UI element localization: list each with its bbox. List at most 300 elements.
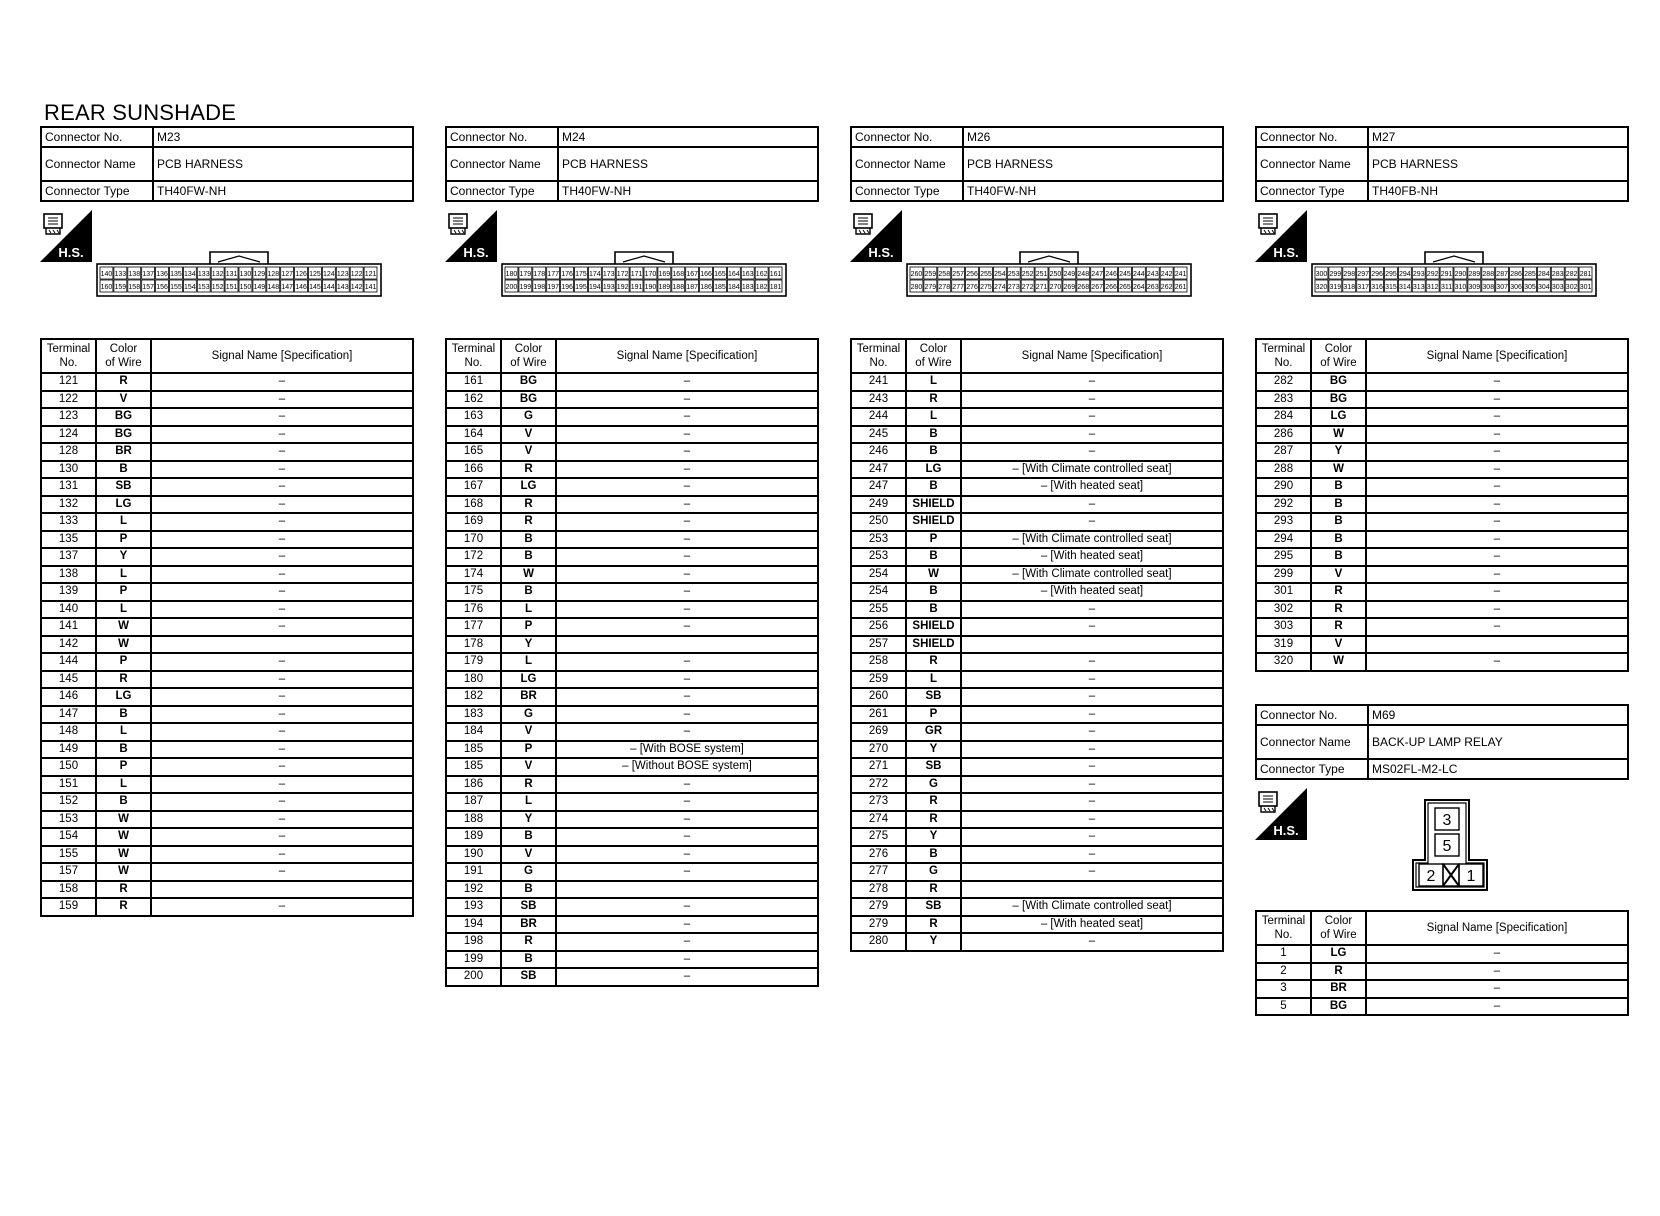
terminal-number: 247 xyxy=(851,461,906,479)
connector-pin-number: 179 xyxy=(519,271,532,278)
signal-name: – xyxy=(556,793,818,811)
connector-pin-number: 308 xyxy=(1482,284,1495,291)
terminal-number: 172 xyxy=(446,548,501,566)
connector-section-m23 xyxy=(40,126,414,917)
connector-pin-number: 172 xyxy=(616,271,629,278)
wire-color: L xyxy=(96,723,151,741)
terminal-no-header xyxy=(851,339,906,373)
signal-name: – xyxy=(556,391,818,409)
wire-color-header-line2: of Wire xyxy=(1320,929,1357,941)
connector-type-label: Connector Type xyxy=(1256,759,1368,779)
connector-pin-number: 250 xyxy=(1049,271,1062,278)
connector-pin-number: 248 xyxy=(1077,271,1090,278)
table-row xyxy=(446,951,818,969)
connector-pin-number: 293 xyxy=(1412,271,1425,278)
terminal-number: 121 xyxy=(41,373,96,391)
connector-name-label: Connector Name xyxy=(41,147,153,181)
connector-face-diagram xyxy=(1311,250,1597,303)
terminal-number: 191 xyxy=(446,863,501,881)
connector-pin-number: 121 xyxy=(364,271,377,278)
wire-color: BG xyxy=(1311,373,1366,391)
table-row xyxy=(446,548,818,566)
signal-name: – xyxy=(961,776,1223,794)
connector-name-value: BACK-UP LAMP RELAY xyxy=(1368,725,1628,759)
signal-name: – xyxy=(556,443,818,461)
connector-pin-number: 279 xyxy=(924,284,937,291)
signal-name: – xyxy=(556,776,818,794)
connector-pin-number: 291 xyxy=(1440,271,1453,278)
table-row xyxy=(446,601,818,619)
connector-pin-number: 161 xyxy=(769,271,782,278)
wire-color: V xyxy=(501,426,556,444)
harness-side-icon xyxy=(1255,788,1307,840)
connector-name-value: PCB HARNESS xyxy=(963,147,1223,181)
table-row xyxy=(41,426,413,444)
wire-color: P xyxy=(96,758,151,776)
terminal-number: 192 xyxy=(446,881,501,899)
table-row xyxy=(41,758,413,776)
terminal-number: 155 xyxy=(41,846,96,864)
connector-pin-number: 319 xyxy=(1329,284,1342,291)
connector-pin-number: 267 xyxy=(1091,284,1103,291)
signal-name xyxy=(556,881,818,899)
terminal-number: 132 xyxy=(41,496,96,514)
terminal-number: 320 xyxy=(1256,653,1311,671)
connector-pin-number: 246 xyxy=(1105,271,1117,278)
terminal-number: 256 xyxy=(851,618,906,636)
connector-pin-number: 128 xyxy=(267,271,280,278)
connector-pin-number: 309 xyxy=(1468,284,1481,291)
wire-color: P xyxy=(501,618,556,636)
table-row xyxy=(446,618,818,636)
connector-pin-number: 171 xyxy=(630,271,643,278)
connector-pin-number: 122 xyxy=(350,271,363,278)
wire-color: L xyxy=(906,373,961,391)
signal-name: – xyxy=(556,548,818,566)
connector-pin-number: 290 xyxy=(1454,271,1467,278)
connector-pin-number: 188 xyxy=(672,284,685,291)
table-row xyxy=(851,933,1223,951)
wire-color: BR xyxy=(501,688,556,706)
signal-name: – xyxy=(961,706,1223,724)
terminal-number: 130 xyxy=(41,461,96,479)
terminal-number: 167 xyxy=(446,478,501,496)
connector-pin-number: 153 xyxy=(197,284,210,291)
terminal-number: 278 xyxy=(851,881,906,899)
table-row xyxy=(446,793,818,811)
terminal-number: 258 xyxy=(851,653,906,671)
wire-color: BG xyxy=(1311,391,1366,409)
terminal-table-header xyxy=(1256,339,1628,373)
table-row xyxy=(41,793,413,811)
signal-name: – xyxy=(556,461,818,479)
signal-name: – xyxy=(1366,496,1628,514)
wire-color: R xyxy=(501,513,556,531)
table-row xyxy=(851,566,1223,584)
terminal-number: 294 xyxy=(1256,531,1311,549)
signal-name: – xyxy=(556,916,818,934)
wire-color: BR xyxy=(501,916,556,934)
terminal-number: 273 xyxy=(851,793,906,811)
table-row xyxy=(851,601,1223,619)
connector-type-value: TH40FB-NH xyxy=(1368,181,1628,201)
table-row xyxy=(851,618,1223,636)
terminal-number: 131 xyxy=(41,478,96,496)
connector-pin-number: 192 xyxy=(616,284,629,291)
table-row xyxy=(1256,443,1628,461)
signal-name: – xyxy=(961,933,1223,951)
signal-name: – xyxy=(961,811,1223,829)
connector-pin-number: 280 xyxy=(910,284,923,291)
wire-color: V xyxy=(501,443,556,461)
connector-name-label: Connector Name xyxy=(1256,147,1368,181)
wire-color: B xyxy=(501,548,556,566)
terminal-number: 176 xyxy=(446,601,501,619)
signal-name: – xyxy=(151,531,413,549)
table-row xyxy=(41,478,413,496)
wire-color: SB xyxy=(501,898,556,916)
signal-name: – xyxy=(1366,998,1628,1016)
terminal-number: 142 xyxy=(41,636,96,654)
connector-name-label: Connector Name xyxy=(851,147,963,181)
terminal-number: 275 xyxy=(851,828,906,846)
table-row xyxy=(446,758,818,776)
terminal-number: 283 xyxy=(1256,391,1311,409)
table-row xyxy=(1256,945,1628,963)
signal-name xyxy=(1366,636,1628,654)
terminal-no-header-line1: Terminal xyxy=(46,343,91,355)
connector-pin-number: 166 xyxy=(700,271,712,278)
signal-name: – xyxy=(1366,478,1628,496)
wire-color: P xyxy=(501,741,556,759)
terminal-number: 250 xyxy=(851,513,906,531)
connector-pin-number: 261 xyxy=(1174,284,1187,291)
terminal-number: 199 xyxy=(446,951,501,969)
table-row xyxy=(1256,461,1628,479)
connector-pin-number: 256 xyxy=(966,271,978,278)
table-row xyxy=(446,461,818,479)
table-row xyxy=(41,706,413,724)
terminal-no-header-line1: Terminal xyxy=(1261,343,1306,355)
connector-pin-number: 141 xyxy=(364,284,377,291)
signal-name: – xyxy=(1366,513,1628,531)
table-row xyxy=(41,863,413,881)
wire-color: G xyxy=(501,863,556,881)
terminal-number: 257 xyxy=(851,636,906,654)
connector-diagram-area xyxy=(40,202,414,304)
connector-pin-number: 124 xyxy=(323,271,335,278)
table-row xyxy=(41,898,413,916)
terminal-number: 1 xyxy=(1256,945,1311,963)
table-row xyxy=(1256,583,1628,601)
signal-name: – xyxy=(1366,408,1628,426)
terminal-no-header xyxy=(446,339,501,373)
signal-name-header: Signal Name [Specification] xyxy=(1366,339,1628,373)
terminal-number: 246 xyxy=(851,443,906,461)
table-row xyxy=(446,496,818,514)
signal-name: – xyxy=(151,443,413,461)
wire-color: L xyxy=(96,601,151,619)
connector-pin-number: 296 xyxy=(1371,271,1383,278)
wire-color: W xyxy=(96,846,151,864)
connector-pin-number: 162 xyxy=(755,271,768,278)
connector-pin-number: 163 xyxy=(741,271,754,278)
table-row xyxy=(446,863,818,881)
terminal-number: 279 xyxy=(851,916,906,934)
signal-name: – xyxy=(1366,980,1628,998)
table-row xyxy=(41,373,413,391)
terminal-number: 284 xyxy=(1256,408,1311,426)
harness-side-label: H.S. xyxy=(463,245,489,260)
terminal-number: 135 xyxy=(41,531,96,549)
connector-pin-number: 243 xyxy=(1146,271,1159,278)
table-row xyxy=(446,373,818,391)
terminal-number: 272 xyxy=(851,776,906,794)
connector-pin-number: 311 xyxy=(1440,284,1453,291)
terminal-number: 158 xyxy=(41,881,96,899)
table-row xyxy=(41,513,413,531)
signal-name: – xyxy=(1366,548,1628,566)
wire-color: Y xyxy=(906,741,961,759)
connector-pin-number: 285 xyxy=(1524,271,1536,278)
connector-pin-number: 303 xyxy=(1551,284,1564,291)
harness-side-label: H.S. xyxy=(1273,245,1299,260)
terminal-number: 182 xyxy=(446,688,501,706)
terminal-number: 165 xyxy=(446,443,501,461)
wire-color: B xyxy=(906,443,961,461)
signal-name: – xyxy=(556,426,818,444)
connector-pin-number: 300 xyxy=(1315,271,1328,278)
wire-color: SHIELD xyxy=(906,496,961,514)
terminal-number: 166 xyxy=(446,461,501,479)
wire-color: SHIELD xyxy=(906,618,961,636)
connector-pin-number: 185 xyxy=(714,284,726,291)
harness-side-icon xyxy=(850,210,902,262)
wire-color: L xyxy=(96,566,151,584)
wire-color: B xyxy=(1311,478,1366,496)
signal-name: – xyxy=(151,776,413,794)
wire-color: Y xyxy=(906,933,961,951)
connector-pin-number: 197 xyxy=(547,284,559,291)
connector-pin-number: 288 xyxy=(1482,271,1495,278)
connector-section-m69 xyxy=(1255,704,1629,1016)
connector-diagram-area xyxy=(445,202,819,304)
wire-color: SB xyxy=(906,898,961,916)
connector-pin-number: 312 xyxy=(1426,284,1439,291)
table-row xyxy=(1256,566,1628,584)
connector-pin-number: 271 xyxy=(1035,284,1048,291)
terminal-number: 179 xyxy=(446,653,501,671)
table-row xyxy=(446,898,818,916)
wire-color: L xyxy=(501,601,556,619)
terminal-number: 128 xyxy=(41,443,96,461)
signal-name: – xyxy=(1366,618,1628,636)
signal-name: – xyxy=(556,566,818,584)
wire-color: L xyxy=(96,776,151,794)
terminal-number: 247 xyxy=(851,478,906,496)
wire-color: R xyxy=(96,671,151,689)
terminal-number: 141 xyxy=(41,618,96,636)
wire-color: R xyxy=(96,373,151,391)
wire-color: P xyxy=(96,583,151,601)
signal-name: – xyxy=(556,496,818,514)
terminal-number: 147 xyxy=(41,706,96,724)
table-row xyxy=(851,881,1223,899)
table-row xyxy=(446,933,818,951)
table-row xyxy=(41,828,413,846)
connector-pin-number: 247 xyxy=(1091,271,1103,278)
signal-name: – xyxy=(151,846,413,864)
relay-connector-face xyxy=(1411,798,1501,899)
terminal-no-header-line2: No. xyxy=(464,357,483,369)
terminal-number: 183 xyxy=(446,706,501,724)
signal-name: – xyxy=(151,671,413,689)
connector-pin-number: 181 xyxy=(769,284,782,291)
connector-pin-number: 268 xyxy=(1077,284,1090,291)
connector-pin-number: 318 xyxy=(1343,284,1356,291)
connector-pin-number: 168 xyxy=(672,271,685,278)
connector-pin-number: 304 xyxy=(1538,284,1550,291)
table-row xyxy=(41,408,413,426)
connector-type-label: Connector Type xyxy=(41,181,153,201)
table-row xyxy=(1256,998,1628,1016)
connector-name-value: PCB HARNESS xyxy=(1368,147,1628,181)
terminal-number: 295 xyxy=(1256,548,1311,566)
wire-color: BG xyxy=(96,408,151,426)
signal-name: – xyxy=(151,828,413,846)
terminal-number: 161 xyxy=(446,373,501,391)
connector-pin-number: 146 xyxy=(295,284,307,291)
table-row xyxy=(1256,408,1628,426)
terminal-number: 200 xyxy=(446,968,501,986)
wire-color: R xyxy=(501,461,556,479)
table-row xyxy=(446,723,818,741)
table-row xyxy=(851,636,1223,654)
connector-pin-number: 273 xyxy=(1007,284,1020,291)
connector-number-label: Connector No. xyxy=(446,127,558,147)
connector-pin-number: 190 xyxy=(644,284,657,291)
signal-name: – xyxy=(556,968,818,986)
signal-name: – xyxy=(961,373,1223,391)
terminal-number: 139 xyxy=(41,583,96,601)
table-row xyxy=(446,671,818,689)
table-row xyxy=(851,723,1223,741)
wire-color: BG xyxy=(501,391,556,409)
terminal-number: 184 xyxy=(446,723,501,741)
connector-pin-number: 167 xyxy=(686,271,698,278)
wire-color: W xyxy=(96,618,151,636)
connector-pin-number: 200 xyxy=(505,284,518,291)
connector-type-value: MS02FL-M2-LC xyxy=(1368,759,1628,779)
terminal-number: 302 xyxy=(1256,601,1311,619)
terminal-number: 301 xyxy=(1256,583,1311,601)
harness-side-icon xyxy=(445,210,497,262)
wire-color: L xyxy=(501,653,556,671)
signal-name: – xyxy=(556,618,818,636)
terminal-number: 124 xyxy=(41,426,96,444)
connector-pin-number: 320 xyxy=(1315,284,1328,291)
connector-pin-number: 147 xyxy=(281,284,293,291)
signal-name: – xyxy=(151,391,413,409)
connector-name-value: PCB HARNESS xyxy=(558,147,818,181)
connector-diagram-area xyxy=(1255,202,1629,304)
table-row xyxy=(851,758,1223,776)
terminal-number: 188 xyxy=(446,811,501,829)
wire-color-header xyxy=(96,339,151,373)
wire-color-header-line1: Color xyxy=(1324,915,1353,927)
connector-pin-number: 143 xyxy=(336,284,349,291)
wire-color: W xyxy=(906,566,961,584)
terminal-number: 122 xyxy=(41,391,96,409)
connector-pin-number: 127 xyxy=(281,271,293,278)
wire-color: W xyxy=(96,636,151,654)
connector-pin-number: 302 xyxy=(1565,284,1578,291)
table-row xyxy=(851,828,1223,846)
wire-color: B xyxy=(96,706,151,724)
table-row xyxy=(41,531,413,549)
table-row xyxy=(1256,618,1628,636)
terminal-number: 282 xyxy=(1256,373,1311,391)
terminal-number: 5 xyxy=(1256,998,1311,1016)
wire-color: R xyxy=(906,811,961,829)
signal-name: – xyxy=(556,688,818,706)
table-row xyxy=(41,846,413,864)
terminal-number: 178 xyxy=(446,636,501,654)
wire-color: B xyxy=(501,531,556,549)
signal-name xyxy=(151,881,413,899)
wire-color: V xyxy=(501,758,556,776)
terminal-number: 293 xyxy=(1256,513,1311,531)
signal-name: – xyxy=(151,898,413,916)
connector-info-table xyxy=(40,126,414,202)
table-row xyxy=(851,688,1223,706)
terminal-number: 2 xyxy=(1256,963,1311,981)
wire-color: BR xyxy=(96,443,151,461)
connector-pin-number: 257 xyxy=(952,271,964,278)
connector-pin-number: 129 xyxy=(253,271,266,278)
connector-pin-number: 125 xyxy=(309,271,321,278)
signal-name: – xyxy=(1366,531,1628,549)
connector-pin-number: 258 xyxy=(938,271,951,278)
connector-pin-number: 187 xyxy=(686,284,698,291)
signal-name: – xyxy=(961,408,1223,426)
terminal-number: 261 xyxy=(851,706,906,724)
signal-name: – [With Climate controlled seat] xyxy=(961,566,1223,584)
table-row xyxy=(851,513,1223,531)
signal-name: – xyxy=(961,496,1223,514)
connector-pin-number: 274 xyxy=(994,284,1006,291)
terminal-number: 145 xyxy=(41,671,96,689)
connector-pin-number: 277 xyxy=(952,284,964,291)
connector-pin-number: 160 xyxy=(100,284,113,291)
wire-color: P xyxy=(906,531,961,549)
connector-pin-number: 150 xyxy=(239,284,252,291)
terminal-number: 157 xyxy=(41,863,96,881)
connector-pin-number: 259 xyxy=(924,271,937,278)
wire-color-header-line2: of Wire xyxy=(510,357,547,369)
wire-color: V xyxy=(501,723,556,741)
signal-name: – xyxy=(556,706,818,724)
signal-name: – xyxy=(151,583,413,601)
wire-color: L xyxy=(906,671,961,689)
terminal-number: 140 xyxy=(41,601,96,619)
signal-name: – xyxy=(961,443,1223,461)
wire-color: W xyxy=(1311,426,1366,444)
terminal-number: 279 xyxy=(851,898,906,916)
table-row xyxy=(41,688,413,706)
connector-pin-number: 131 xyxy=(225,271,238,278)
terminal-number: 151 xyxy=(41,776,96,794)
